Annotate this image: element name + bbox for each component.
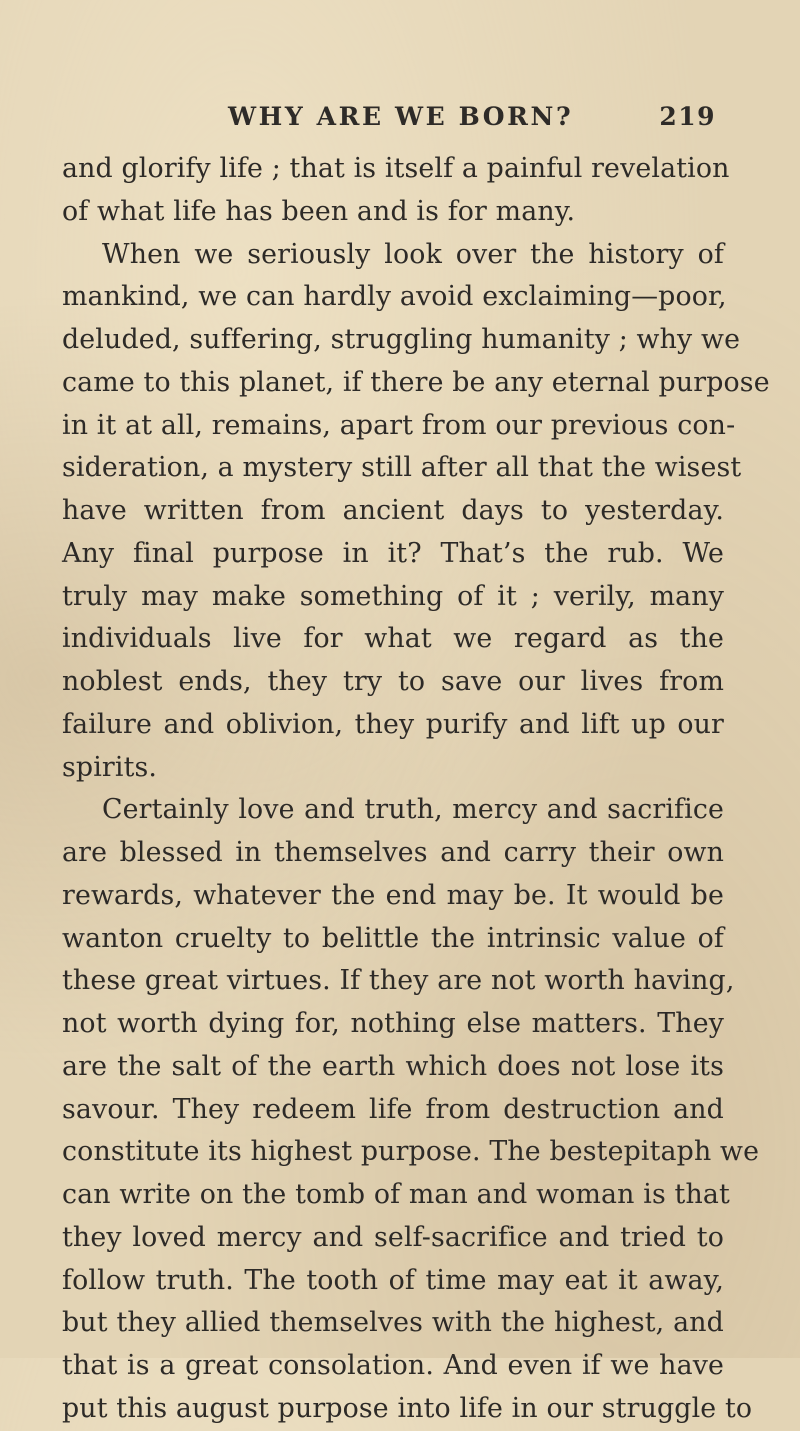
- running-title: WHY ARE WE BORN?: [228, 102, 574, 131]
- text-line: put this august purpose into life in our struggle to: [62, 1392, 753, 1424]
- text-line: came to this planet, if there be any eternal purpose: [62, 366, 770, 398]
- paragraph-first-line: When we seriously look over the history of: [102, 238, 724, 270]
- text-line: but they allied themselves with the highest, and: [62, 1307, 724, 1339]
- text-line: of what life has been and is for many.: [62, 195, 576, 227]
- page-number: 219: [659, 102, 716, 131]
- text-line: are the salt of the earth which does not lose its: [62, 1050, 724, 1082]
- text-line: not worth dying for, nothing else matters. They: [62, 1008, 724, 1039]
- text-line: can write on the tomb of man and woman is that: [62, 1179, 730, 1210]
- text-line: deluded, suffering, struggling humanity ; why we: [62, 324, 741, 355]
- text-line: follow truth. The tooth of time may eat it away,: [62, 1264, 724, 1296]
- text-line: mankind, we can hardly avoid exclaiming—poor,: [62, 281, 727, 313]
- body-text: [62, 148, 770, 1431]
- text-line: they loved mercy and self-sacrifice and tried to: [62, 1221, 724, 1253]
- text-line: rewards, whatever the end may be. It would be: [62, 879, 724, 911]
- text-line: Any final purpose in it? That’s the rub. We: [62, 537, 724, 569]
- text-line: these great virtues. If they are not worth having,: [62, 965, 735, 997]
- running-head: [0, 102, 800, 142]
- text-line: noblest ends, they try to save our lives from: [62, 666, 724, 697]
- text-line: savour. They redeem life from destruction and: [62, 1093, 724, 1125]
- text-line: individuals live for what we regard as the: [62, 623, 724, 655]
- text-line: failure and oblivion, they purify and lift up our: [62, 708, 724, 740]
- text-line: in it at all, remains, apart from our previous con-: [62, 409, 736, 441]
- text-line: and glorify life ; that is itself a painful revelation: [62, 153, 730, 184]
- paragraph-first-line: Certainly love and truth, mercy and sacrifice: [102, 794, 724, 826]
- text-line: have written from ancient days to yesterday.: [62, 495, 724, 526]
- text-line: constitute its highest purpose. The bestepitaph we: [62, 1136, 760, 1168]
- text-line: sideration, a mystery still after all that the wisest: [62, 452, 742, 484]
- text-line: spirits.: [62, 751, 158, 783]
- text-line: wanton cruelty to belittle the intrinsic value of: [62, 922, 724, 954]
- text-line: truly may make something of it ; verily, many: [62, 580, 724, 612]
- text-line: are blessed in themselves and carry their own: [62, 837, 724, 868]
- text-line: that is a great consolation. And even if we have: [62, 1350, 724, 1381]
